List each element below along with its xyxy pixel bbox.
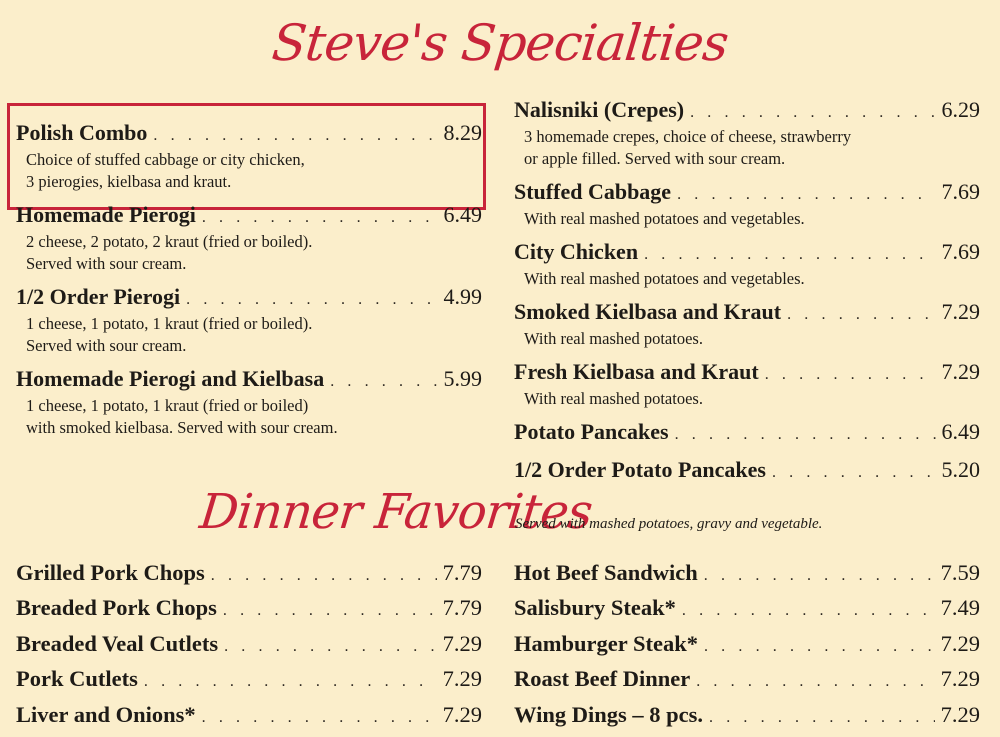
menu-item-description: 1 cheese, 1 potato, 1 kraut (fried or boiled) with smoked kielbasa. Served with sour cream. xyxy=(26,396,338,437)
menu-item-name: Polish Combo xyxy=(16,120,148,145)
menu-item-price: 7.79 xyxy=(442,595,482,621)
menu-item-line xyxy=(514,359,980,388)
menu-item-name: Stuffed Cabbage xyxy=(514,179,672,204)
menu-item-line xyxy=(16,702,482,731)
menu-item-description: With real mashed potatoes and vegetables. xyxy=(524,269,805,288)
menu-item-name: 1/2 Order Potato Pancakes xyxy=(514,457,766,482)
dot-leader xyxy=(153,123,437,149)
menu-item-price: 7.79 xyxy=(442,560,482,585)
specialties-right-column xyxy=(514,97,980,495)
dot-leader xyxy=(223,598,437,624)
specialties-left-column xyxy=(16,120,482,448)
menu-item-price: 6.49 xyxy=(941,419,980,444)
menu-item-price: 7.29 xyxy=(940,630,980,656)
menu-item-price: 7.29 xyxy=(941,299,980,324)
menu-item-name: Liver and Onions* xyxy=(16,701,196,727)
dot-leader xyxy=(224,634,437,660)
menu-item-name: Homemade Pierogi and Kielbasa xyxy=(16,366,325,391)
menu-item xyxy=(514,631,980,660)
menu-item-name: Smoked Kielbasa and Kraut xyxy=(514,299,782,324)
menu-item-line xyxy=(514,97,980,126)
dot-leader xyxy=(144,669,437,695)
menu-item-description: 3 homemade crepes, choice of cheese, strawberry or apple filled. Served with sour cream. xyxy=(524,127,852,168)
menu-item-description: Choice of stuffed cabbage or city chicken, 3 pierogies, kielbasa and kraut. xyxy=(26,150,305,191)
menu-item-price: 7.69 xyxy=(941,179,980,204)
dot-leader xyxy=(202,205,438,231)
dot-leader xyxy=(696,669,934,695)
menu-item-name: Wing Dings – 8 pcs. xyxy=(514,701,704,727)
menu-item-description: 1 cheese, 1 potato, 1 kraut (fried or boiled). Served with sour cream. xyxy=(26,314,313,355)
menu-item-description: With real mashed potatoes. xyxy=(524,329,703,348)
menu-item xyxy=(16,202,482,275)
menu-item xyxy=(514,419,980,448)
menu-item xyxy=(16,702,482,731)
dot-leader xyxy=(202,705,437,731)
menu-item xyxy=(514,179,980,230)
menu-item-name: 1/2 Order Pierogi xyxy=(16,284,181,309)
menu-item xyxy=(514,97,980,170)
menu-item-price: 8.29 xyxy=(443,120,482,145)
menu-item xyxy=(16,560,482,589)
dot-leader xyxy=(211,563,437,589)
menu-item-description: With real mashed potatoes. xyxy=(524,389,703,408)
menu-item-line xyxy=(514,595,980,624)
menu-item-line xyxy=(514,560,980,589)
dot-leader xyxy=(772,460,936,486)
menu-item xyxy=(514,702,980,731)
dinner-note: Served with mashed potatoes, gravy and vegetable. xyxy=(515,516,823,532)
menu-item-price: 7.29 xyxy=(442,630,482,656)
menu-item xyxy=(16,595,482,624)
menu-item-line xyxy=(16,560,482,589)
menu-item-price: 5.99 xyxy=(443,366,482,391)
menu-item-name: Grilled Pork Chops xyxy=(16,560,205,585)
menu-item-description: With real mashed potatoes and vegetables. xyxy=(524,209,805,228)
menu-item-name: Hot Beef Sandwich xyxy=(514,560,698,585)
menu-item-line xyxy=(514,666,980,695)
dot-leader xyxy=(677,182,935,208)
menu-item-price: 6.49 xyxy=(443,202,482,227)
menu-item-price: 5.20 xyxy=(941,457,980,482)
dinner-left-column xyxy=(16,560,482,737)
dot-leader xyxy=(704,563,935,589)
menu-item xyxy=(16,631,482,660)
dot-leader xyxy=(765,362,936,388)
menu-item-line xyxy=(16,631,482,660)
menu-item-line xyxy=(514,702,980,731)
menu-item-line xyxy=(16,284,482,313)
dot-leader xyxy=(787,302,935,328)
dinner-right-column xyxy=(514,560,980,737)
menu-item-line xyxy=(514,457,980,486)
menu-item-price: 7.29 xyxy=(940,666,980,692)
menu-item-price: 7.29 xyxy=(442,701,482,727)
dot-leader xyxy=(709,705,935,731)
menu-item-line xyxy=(514,179,980,208)
menu-item xyxy=(514,457,980,486)
menu-item-name: Breaded Pork Chops xyxy=(16,595,217,621)
menu-item-price: 7.69 xyxy=(941,239,980,264)
menu-item-name: Pork Cutlets xyxy=(16,666,138,692)
menu-item-price: 7.29 xyxy=(442,666,482,692)
dot-leader xyxy=(704,634,935,660)
menu-item-line xyxy=(16,366,482,395)
menu-item-line xyxy=(514,299,980,328)
menu-item xyxy=(514,560,980,589)
menu-item xyxy=(514,359,980,410)
menu-item-line xyxy=(514,419,980,448)
menu-item-name: Homemade Pierogi xyxy=(16,202,196,227)
menu-item-price: 7.29 xyxy=(941,359,980,384)
menu-item-price: 7.29 xyxy=(940,701,980,727)
menu-item xyxy=(514,239,980,290)
dot-leader xyxy=(186,287,437,313)
menu-item xyxy=(16,120,482,193)
menu-item-line xyxy=(16,202,482,231)
menu-item-line xyxy=(514,631,980,660)
dot-leader xyxy=(330,369,437,395)
menu-item xyxy=(514,299,980,350)
dot-leader xyxy=(644,242,935,268)
menu-item-name: Roast Beef Dinner xyxy=(514,666,691,692)
menu-item-name: Potato Pancakes xyxy=(514,419,669,444)
dinner-heading: Dinner Favorites xyxy=(197,484,595,540)
menu-item-line xyxy=(514,239,980,268)
menu-item-name: Nalisniki (Crepes) xyxy=(514,97,685,122)
dot-leader xyxy=(675,422,936,448)
menu-item-price: 6.29 xyxy=(941,97,980,122)
dot-leader xyxy=(690,100,935,126)
menu-item-price: 7.49 xyxy=(940,595,980,621)
menu-item-line xyxy=(16,595,482,624)
menu-item xyxy=(514,595,980,624)
menu-item-name: City Chicken xyxy=(514,239,639,264)
menu-item-name: Hamburger Steak* xyxy=(514,630,698,656)
menu-item-line xyxy=(16,120,482,149)
menu-item xyxy=(16,666,482,695)
menu-item xyxy=(16,366,482,439)
menu-item-line xyxy=(16,666,482,695)
menu-item-price: 7.59 xyxy=(940,560,980,585)
dot-leader xyxy=(682,598,935,624)
menu-item xyxy=(16,284,482,357)
menu-item-name: Breaded Veal Cutlets xyxy=(16,630,219,656)
menu-item-price: 4.99 xyxy=(443,284,482,309)
specialties-heading: Steve's Specialties xyxy=(269,14,731,72)
menu-item-name: Fresh Kielbasa and Kraut xyxy=(514,359,759,384)
menu-item-description: 2 cheese, 2 potato, 2 kraut (fried or boiled). Served with sour cream. xyxy=(26,232,313,273)
menu-item xyxy=(514,666,980,695)
menu-item-name: Salisbury Steak* xyxy=(514,595,676,621)
